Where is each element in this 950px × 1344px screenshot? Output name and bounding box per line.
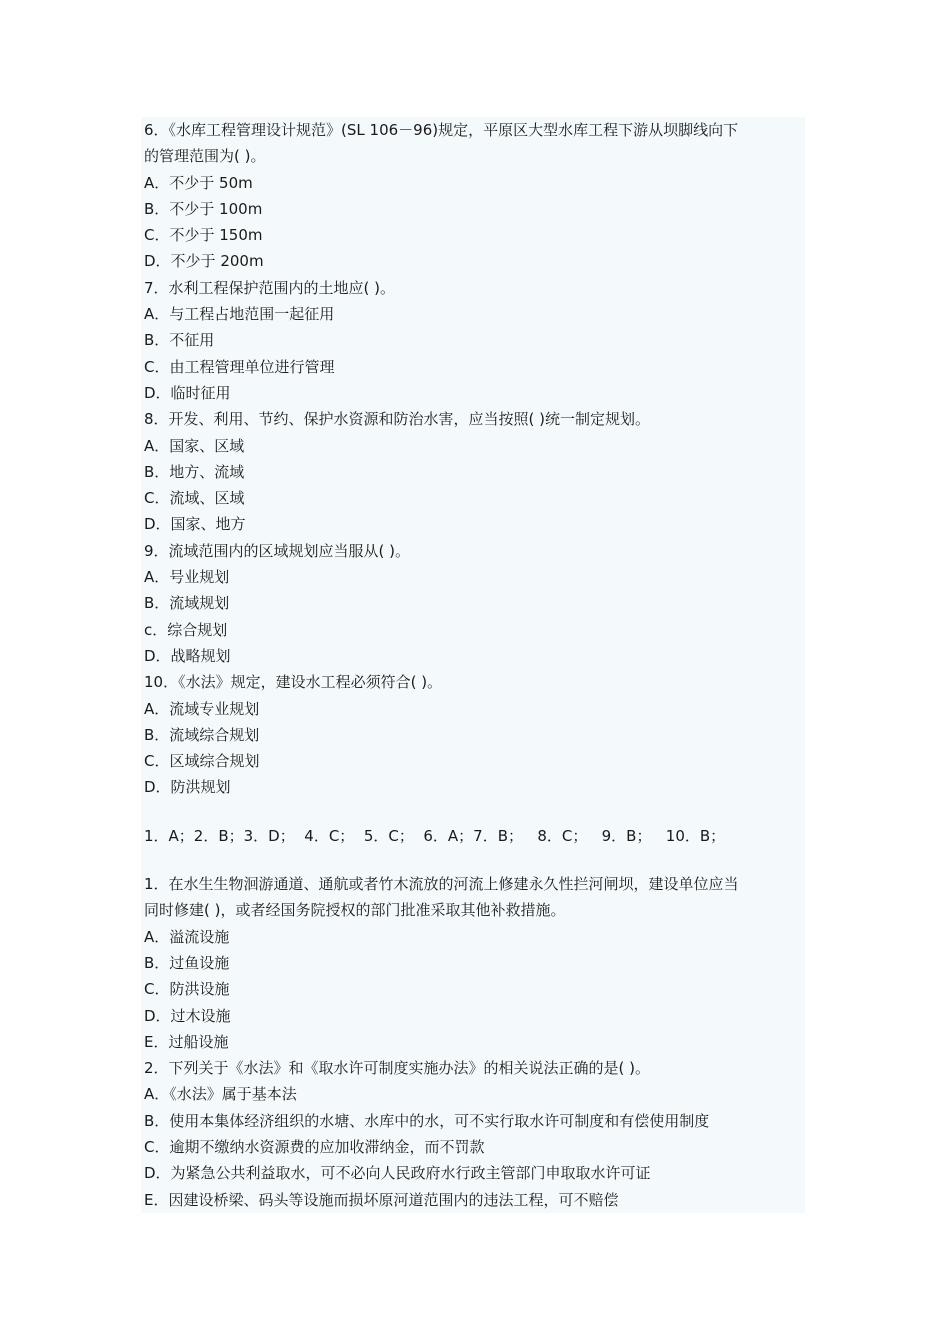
text-line: A．流域专业规划 [144, 699, 260, 718]
text-line: A．与工程占地范围一起征用 [144, 305, 335, 324]
text-line: A．溢流设施 [144, 927, 230, 946]
document-body [144, 117, 808, 1213]
text-line: C．逾期不缴纳水资源费的应加收滞纳金，而不罚款 [144, 1137, 485, 1156]
text-line: B．过鱼设施 [144, 953, 230, 972]
question-block-1 [144, 117, 808, 801]
text-line: 同时修建( )，或者经国务院授权的部门批准采取其他补救措施。 [144, 901, 566, 920]
text-line: D．防洪规划 [144, 778, 231, 797]
text-line: D．临时征用 [144, 383, 231, 402]
question-block-2 [144, 871, 808, 1213]
text-line: A．国家、区域 [144, 436, 245, 455]
text-line: 1．在水生生物洄游通道、通航或者竹木流放的河流上修建永久性拦河闸坝，建设单位应当 [144, 875, 739, 894]
answer-key: 1．A；2．B；3．D； 4．C； 5．C； 6．A；7．B； 8．C； 9．B； 10．B； [144, 826, 726, 845]
text-line: B．地方、流域 [144, 462, 245, 481]
text-line: C．由工程管理单位进行管理 [144, 357, 335, 376]
text-line: C．防洪设施 [144, 980, 230, 999]
text-line: B．流域综合规划 [144, 725, 260, 744]
text-line: D．战略规划 [144, 646, 231, 665]
text-line: c．综合规划 [144, 620, 228, 639]
spacer [144, 801, 808, 823]
text-line: 10．《水法》规定，建设水工程必须符合( )。 [144, 673, 443, 692]
text-line: 9．流域范围内的区域规划应当服从( )。 [144, 541, 411, 560]
text-line: B．不少于 100m [144, 199, 263, 218]
text-line: D．为紧急公共利益取水，可不必向人民政府水行政主管部门申取取水许可证 [144, 1164, 651, 1183]
text-line: D．不少于 200m [144, 252, 264, 271]
text-line: A．《水法》属于基本法 [144, 1085, 297, 1104]
text-line: B．不征用 [144, 331, 215, 350]
text-line: C．流域、区域 [144, 489, 245, 508]
text-line: C．区域综合规划 [144, 752, 260, 771]
text-line: 7．水利工程保护范围内的土地应( )。 [144, 278, 396, 297]
text-line: 6．《水库工程管理设计规范》(SL 106－96)规定，平原区大型水库工程下游从坝脚线向下 [144, 121, 739, 139]
text-line: D．过木设施 [144, 1006, 231, 1025]
text-line: A．不少于 50m [144, 173, 253, 192]
text-line: B．流域规划 [144, 594, 230, 613]
text-line: E．因建设桥梁、码头等设施而损坏原河道范围内的违法工程，可不赔偿 [144, 1190, 619, 1209]
spacer [144, 849, 808, 871]
text-line: 2．下列关于《水法》和《取水许可制度实施办法》的相关说法正确的是( )。 [144, 1059, 651, 1078]
text-line: 8．开发、利用、节约、保护水资源和防治水害，应当按照( )统一制定规划。 [144, 410, 651, 429]
text-line: C．不少于 150m [144, 226, 263, 245]
text-line: 的管理范围为( )。 [144, 147, 266, 166]
text-line: A．号业规划 [144, 568, 230, 587]
text-line: D．国家、地方 [144, 515, 246, 534]
text-line: B．使用本集体经济组织的水塘、水库中的水，可不实行取水许可制度和有偿使用制度 [144, 1111, 710, 1130]
text-line: E．过船设施 [144, 1032, 229, 1051]
